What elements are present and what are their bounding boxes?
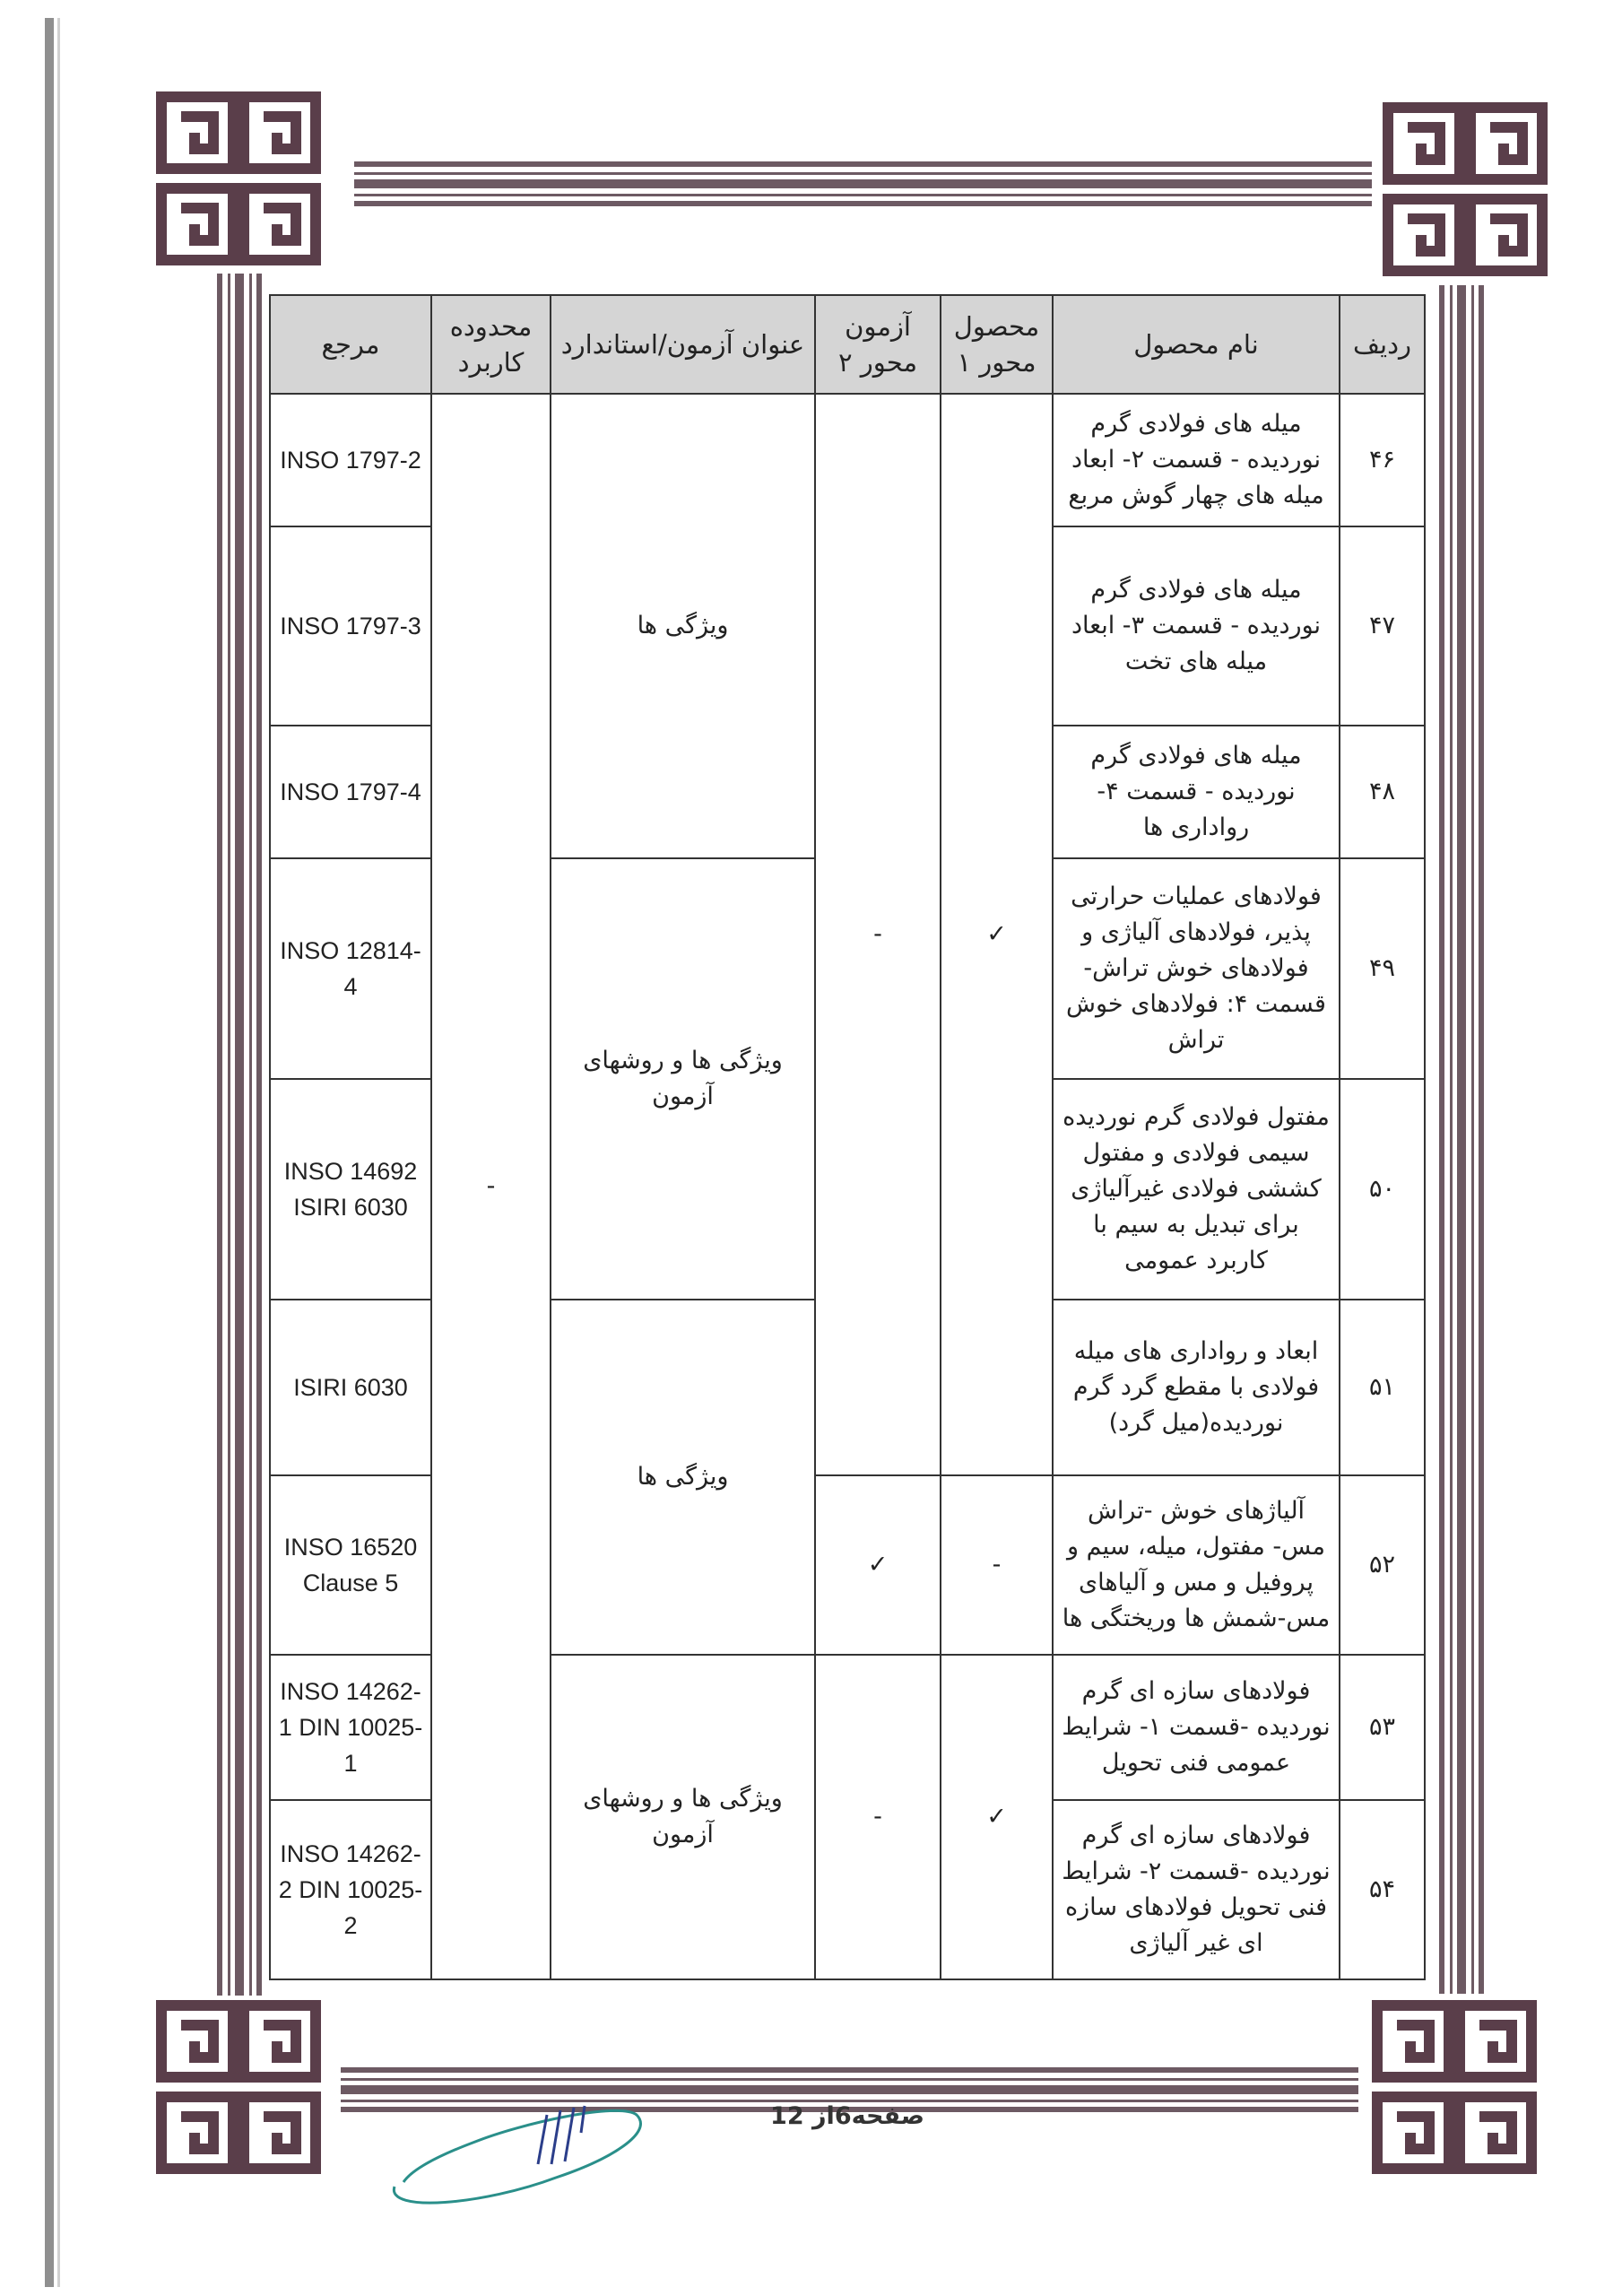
test-title-cell: ویژگی ها و روشهای آزمون <box>551 1655 815 1979</box>
product-axis-cell: ✓ <box>941 1655 1053 1979</box>
product-axis-cell: ✓ <box>941 394 1053 1475</box>
corner-ornament-top-left <box>154 90 325 269</box>
product-name: مفتول فولادی گرم نوردیده سیمی فولادی و مفتول کششی فولادی غیرآلیاژی برای تبدیل به سیم با کاربرد عمومی <box>1053 1079 1340 1300</box>
reference-cell: INSO 12814-4 <box>270 858 431 1079</box>
header-row-no: ردیف <box>1340 295 1425 394</box>
header-row <box>270 295 1425 394</box>
product-name: میله های فولادی گرم نوردیده - قسمت ۲- ابعاد میله های چهار گوش مربع <box>1053 394 1340 526</box>
reference-cell: INSO 1797-3 <box>270 526 431 726</box>
header-test-axis: آزمون محور ۲ <box>815 295 941 394</box>
row-number: ۵۳ <box>1340 1655 1425 1800</box>
right-border-band <box>1439 285 1488 1994</box>
top-border-band <box>354 161 1372 208</box>
product-name: فولادهای سازه ای گرم نوردیده -قسمت ۲- شرایط فنی تحویل فولادهای سازه ای غیر آلیاژی <box>1053 1800 1340 1979</box>
product-axis-cell: - <box>941 1475 1053 1655</box>
table-row <box>270 394 1425 526</box>
reference-cell: INSO 14262-1 DIN 10025-1 <box>270 1655 431 1800</box>
reference-cell: ISIRI 6030 <box>270 1300 431 1475</box>
signature-scribble <box>377 2079 664 2213</box>
test-axis-cell: ✓ <box>815 1475 941 1655</box>
row-number: ۴۶ <box>1340 394 1425 526</box>
row-number: ۴۷ <box>1340 526 1425 726</box>
reference-cell: INSO 14262-2 DIN 10025-2 <box>270 1800 431 1979</box>
page-number: صفحه6از 12 <box>770 2102 924 2130</box>
reference-cell: INSO 16520 Clause 5 <box>270 1475 431 1655</box>
reference-cell: INSO 1797-4 <box>270 726 431 858</box>
row-number: ۵۱ <box>1340 1300 1425 1475</box>
corner-ornament-bottom-left <box>154 1998 325 2178</box>
product-name: میله های فولادی گرم نوردیده - قسمت ۴- رواداری ها <box>1053 726 1340 858</box>
test-title-cell: ویژگی ها <box>551 394 815 858</box>
product-name: فولادهای عملیات حرارتی پذیر، فولادهای آلیاژی و فولادهای خوش تراش- قسمت ۴: فولادهای خوش تراش <box>1053 858 1340 1079</box>
product-name: ابعاد و رواداری های میله فولادی با مقطع گرد گرم نوردیده(میل گرد) <box>1053 1300 1340 1475</box>
test-axis-cell: - <box>815 394 941 1475</box>
header-product-name: نام محصول <box>1053 295 1340 394</box>
product-name: میله های فولادی گرم نوردیده - قسمت ۳- ابعاد میله های تخت <box>1053 526 1340 726</box>
header-product-axis: محصول محور ۱ <box>941 295 1053 394</box>
product-name: فولادهای سازه ای گرم نوردیده -قسمت ۱- شرایط عمومی فنی تحویل <box>1053 1655 1340 1800</box>
row-number: ۵۲ <box>1340 1475 1425 1655</box>
corner-ornament-top-right <box>1381 100 1551 280</box>
test-title-cell: ویژگی ها <box>551 1300 815 1655</box>
reference-cell: INSO 14692 ISIRI 6030 <box>270 1079 431 1300</box>
left-border-band <box>217 274 265 1996</box>
header-usage-scope: محدوده کاربرد <box>431 295 551 394</box>
row-number: ۴۹ <box>1340 858 1425 1079</box>
test-axis-cell: - <box>815 1655 941 1979</box>
header-reference: مرجع <box>270 295 431 394</box>
standards-table <box>269 294 1426 1980</box>
corner-ornament-bottom-right <box>1370 1998 1540 2178</box>
scan-edge-shadow <box>57 18 60 2287</box>
scan-edge <box>45 18 54 2287</box>
usage-scope-cell: - <box>431 394 551 1979</box>
test-title-cell: ویژگی ها و روشهای آزمون <box>551 858 815 1300</box>
row-number: ۴۸ <box>1340 726 1425 858</box>
row-number: ۵۰ <box>1340 1079 1425 1300</box>
row-number: ۵۴ <box>1340 1800 1425 1979</box>
product-name: آلیاژهای خوش -تراش مس- مفتول، میله، سیم و پروفیل و مس و آلیاهای مس-شمش ها وریختگی ها <box>1053 1475 1340 1655</box>
header-test-title: عنوان آزمون/استاندارد <box>551 295 815 394</box>
reference-cell: INSO 1797-2 <box>270 394 431 526</box>
